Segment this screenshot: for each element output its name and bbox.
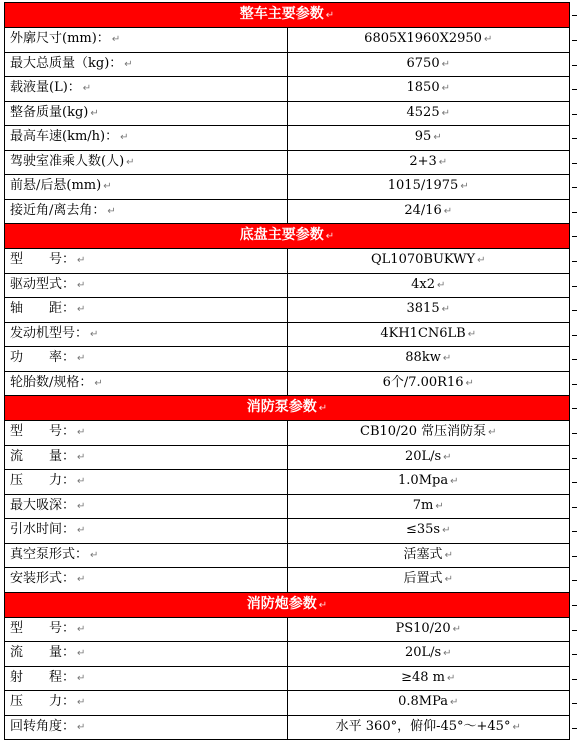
row-value-text: 7m (412, 497, 434, 513)
paragraph-mark: ↵ (450, 697, 459, 709)
row-end-mark (572, 286, 577, 287)
paragraph-mark: ↵ (433, 132, 442, 144)
paragraph-mark: ↵ (77, 623, 86, 635)
paragraph-mark: ↵ (467, 328, 477, 340)
table-row (5, 691, 570, 716)
paragraph-mark: ↵ (488, 427, 497, 439)
row-value (287, 77, 570, 102)
row-end-mark (572, 163, 577, 164)
row-value (287, 347, 570, 372)
table-row (5, 445, 570, 470)
row-end-mark (572, 384, 577, 385)
paragraph-mark: ↵ (77, 574, 86, 586)
table-row (5, 249, 570, 274)
paragraph-mark: ↵ (90, 107, 99, 119)
row-value (287, 52, 570, 77)
paragraph-mark: ↵ (443, 451, 452, 463)
table-row (5, 617, 570, 642)
row-end-mark (572, 187, 577, 188)
row-end-mark (572, 507, 577, 508)
table-row (5, 101, 570, 126)
row-value-text: 1.0Mpa (398, 473, 449, 489)
row-label-text: 接近角/离去角： (10, 202, 106, 218)
section-header (5, 3, 570, 28)
row-value-text: ≤35s (406, 522, 441, 538)
table-row (5, 470, 570, 495)
row-value (287, 543, 570, 568)
row-end-mark (572, 15, 577, 16)
section-header (5, 224, 570, 249)
row-value-text: ≥48 m (401, 669, 445, 685)
paragraph-mark: ↵ (120, 132, 129, 144)
paragraph-mark: ↵ (94, 377, 103, 389)
row-label-text: 型 号： (10, 424, 76, 440)
paragraph-mark: ↵ (483, 34, 493, 46)
table-row (5, 347, 570, 372)
paragraph-mark: ↵ (441, 83, 450, 95)
row-label-text: 最大总质量（kg)： (10, 55, 123, 71)
row-label (5, 52, 288, 77)
row-value-text: 20L/s (404, 448, 442, 464)
table-row (5, 568, 570, 593)
table-row (5, 126, 570, 151)
table-row (5, 322, 570, 347)
row-label (5, 445, 288, 470)
row-label (5, 175, 288, 200)
spec-table (4, 2, 570, 740)
row-label-text: 型 号： (10, 620, 76, 636)
table-row (5, 150, 570, 175)
section-title-text: 底盘主要参数 (239, 227, 324, 243)
row-value (287, 715, 570, 740)
row-value-text: 活塞式 (403, 546, 443, 562)
row-label-text: 前悬/后悬(mm) (10, 178, 102, 194)
row-value-text: 2+3 (409, 153, 437, 169)
row-label-text: 轴 距： (10, 301, 76, 317)
row-value (287, 666, 570, 691)
row-value-text: 88kw (405, 350, 441, 366)
row-value (287, 617, 570, 642)
row-label-text: 回转角度： (10, 718, 76, 734)
row-label (5, 249, 288, 274)
row-value (287, 249, 570, 274)
row-label (5, 543, 288, 568)
row-label (5, 691, 288, 716)
row-value-text: QL1070BUKWY (371, 252, 476, 268)
row-label-text: 最大吸深： (10, 497, 76, 513)
row-value-text: 1015/1975 (387, 178, 459, 194)
row-value (287, 421, 570, 446)
row-value (287, 519, 570, 544)
paragraph-mark: ↵ (325, 10, 335, 21)
row-label-text: 真空泵形式： (10, 546, 89, 562)
paragraph-mark: ↵ (447, 672, 456, 684)
row-label (5, 371, 288, 396)
row-end-mark (572, 433, 577, 434)
paragraph-mark: ↵ (435, 500, 444, 512)
section-title (5, 3, 570, 28)
paragraph-mark: ↵ (77, 672, 86, 684)
table-row (5, 371, 570, 396)
table-row (5, 519, 570, 544)
row-label-text: 外廓尺寸(mm)： (10, 31, 110, 47)
row-label-text: 安装形式： (10, 571, 76, 587)
row-end-mark (572, 482, 577, 483)
row-value (287, 470, 570, 495)
paragraph-mark: ↵ (325, 231, 335, 242)
row-label (5, 126, 288, 151)
row-end-mark (572, 40, 577, 41)
row-value (287, 101, 570, 126)
row-end-mark (572, 236, 577, 237)
paragraph-mark: ↵ (460, 181, 469, 193)
paragraph-mark: ↵ (438, 156, 448, 168)
paragraph-mark: ↵ (90, 328, 99, 340)
row-label (5, 273, 288, 298)
row-end-mark (572, 310, 577, 311)
row-value-text: 4x2 (411, 276, 435, 292)
row-end-mark (572, 408, 577, 409)
section-header (5, 592, 570, 617)
paragraph-mark: ↵ (443, 205, 453, 217)
paragraph-mark: ↵ (441, 304, 450, 316)
paragraph-mark: ↵ (465, 377, 474, 389)
table-row (5, 666, 570, 691)
row-value (287, 642, 570, 667)
paragraph-mark: ↵ (477, 255, 486, 267)
row-label-text: 引水时间： (10, 522, 76, 538)
row-end-mark (572, 605, 577, 606)
row-label-text: 流 量： (10, 448, 76, 464)
row-value (287, 371, 570, 396)
row-label-text: 流 量： (10, 645, 76, 661)
paragraph-mark: ↵ (442, 353, 452, 365)
row-label-text: 射 程： (10, 669, 76, 685)
table-row (5, 273, 570, 298)
paragraph-mark: ↵ (77, 353, 86, 365)
row-value-text: 水平 360°，俯仰-45°～+45° (335, 718, 511, 734)
row-label (5, 28, 288, 53)
row-end-mark (572, 703, 577, 704)
row-label (5, 617, 288, 642)
row-value-text: CB10/20 常压消防泵 (360, 424, 487, 440)
row-label (5, 199, 288, 224)
paragraph-mark: ↵ (77, 427, 86, 439)
row-value-text: 24/16 (404, 202, 442, 218)
section-title-text: 消防泵参数 (246, 399, 317, 415)
row-value-text: 6805X1960X2950 (364, 31, 482, 47)
section-title (5, 592, 570, 617)
row-end-mark (572, 261, 577, 262)
table-row (5, 199, 570, 224)
row-value-text: 95 (414, 129, 432, 145)
row-label-text: 轮胎数/规格： (10, 374, 93, 390)
row-end-mark (572, 335, 577, 336)
paragraph-mark: ↵ (450, 476, 459, 488)
row-label (5, 421, 288, 446)
paragraph-mark: ↵ (77, 255, 86, 267)
row-end-mark (572, 138, 577, 139)
paragraph-mark: ↵ (111, 34, 121, 46)
row-end-mark (572, 630, 577, 631)
row-label-text: 型 号： (10, 252, 76, 268)
table-row (5, 52, 570, 77)
paragraph-mark: ↵ (442, 525, 451, 537)
table-row (5, 642, 570, 667)
table-row (5, 28, 570, 53)
paragraph-mark: ↵ (82, 83, 92, 95)
section-title (5, 396, 570, 421)
row-end-mark (572, 654, 577, 655)
paragraph-mark: ↵ (452, 623, 461, 635)
row-end-mark (572, 212, 577, 213)
row-end-mark (572, 580, 577, 581)
paragraph-mark: ↵ (77, 279, 86, 291)
row-value-text: 3815 (406, 301, 440, 317)
table-row (5, 543, 570, 568)
row-label (5, 77, 288, 102)
row-label-text: 功 率： (10, 350, 76, 366)
row-value (287, 273, 570, 298)
paragraph-mark: ↵ (441, 58, 450, 70)
paragraph-mark: ↵ (77, 648, 86, 660)
paragraph-mark: ↵ (77, 476, 86, 488)
row-label-text: 载液量(L)： (10, 80, 81, 96)
table-row (5, 421, 570, 446)
paragraph-mark: ↵ (90, 549, 99, 561)
table-row (5, 175, 570, 200)
paragraph-mark: ↵ (318, 403, 328, 414)
row-value (287, 691, 570, 716)
row-value-text: 1850 (406, 80, 440, 96)
row-value (287, 175, 570, 200)
row-value-text: PS10/20 (395, 620, 451, 636)
row-label (5, 519, 288, 544)
paragraph-mark: ↵ (77, 304, 86, 316)
paragraph-mark: ↵ (77, 697, 86, 709)
section-header (5, 396, 570, 421)
row-value-text: 4KH1CN6LB (380, 325, 466, 341)
row-value (287, 298, 570, 323)
row-label (5, 150, 288, 175)
row-label (5, 347, 288, 372)
row-value-text: 0.8MPa (398, 694, 448, 710)
row-value (287, 126, 570, 151)
row-label-text: 驾驶室准乘人数(人) (10, 153, 125, 169)
table-row (5, 494, 570, 519)
row-end-mark (572, 359, 577, 360)
row-end-mark (572, 679, 577, 680)
table-row (5, 298, 570, 323)
paragraph-mark: ↵ (318, 599, 328, 611)
row-value-text: 6750 (406, 55, 440, 71)
row-label-text: 压 力： (10, 473, 76, 489)
right-edge-marks (572, 0, 578, 741)
paragraph-mark: ↵ (77, 721, 86, 733)
row-label (5, 666, 288, 691)
row-value-text: 6个/7.00R16 (382, 374, 464, 390)
row-label-text: 最高车速(km/h)： (10, 129, 119, 145)
row-end-mark (572, 89, 577, 90)
row-end-mark (572, 531, 577, 532)
row-label-text: 整备质量(kg) (10, 104, 89, 120)
paragraph-mark: ↵ (444, 549, 453, 561)
paragraph-mark: ↵ (444, 574, 453, 586)
spec-body (5, 3, 570, 740)
row-value (287, 150, 570, 175)
row-value-text: 后置式 (403, 571, 443, 587)
paragraph-mark: ↵ (124, 58, 133, 70)
row-value (287, 445, 570, 470)
row-label-text: 发动机型号： (10, 325, 89, 341)
paragraph-mark: ↵ (77, 525, 86, 537)
paragraph-mark: ↵ (126, 156, 135, 168)
section-title-text: 整车主要参数 (239, 6, 324, 22)
paragraph-mark: ↵ (436, 279, 446, 291)
row-label (5, 568, 288, 593)
row-end-mark (572, 114, 577, 115)
row-value (287, 494, 570, 519)
paragraph-mark: ↵ (103, 181, 112, 193)
paragraph-mark: ↵ (512, 721, 521, 733)
row-value-text: 20L/s (404, 645, 442, 661)
row-label (5, 715, 288, 740)
row-value (287, 568, 570, 593)
row-value (287, 28, 570, 53)
row-label (5, 470, 288, 495)
row-label (5, 101, 288, 126)
paragraph-mark: ↵ (77, 451, 86, 463)
table-row (5, 715, 570, 740)
section-title (5, 224, 570, 249)
section-title-text: 消防炮参数 (246, 595, 317, 612)
paragraph-mark: ↵ (77, 500, 86, 512)
row-end-mark (572, 65, 577, 66)
row-label-text: 压 力： (10, 694, 76, 710)
row-end-mark (572, 458, 577, 459)
table-row (5, 77, 570, 102)
row-end-mark (572, 556, 577, 557)
paragraph-mark: ↵ (107, 205, 116, 217)
row-end-mark (572, 728, 577, 729)
row-label (5, 322, 288, 347)
row-value (287, 199, 570, 224)
row-value-text: 4525 (406, 104, 440, 120)
row-label (5, 494, 288, 519)
row-label (5, 298, 288, 323)
row-label (5, 642, 288, 667)
row-value (287, 322, 570, 347)
paragraph-mark: ↵ (441, 107, 450, 119)
paragraph-mark: ↵ (443, 648, 452, 660)
row-label-text: 驱动型式： (10, 276, 76, 292)
